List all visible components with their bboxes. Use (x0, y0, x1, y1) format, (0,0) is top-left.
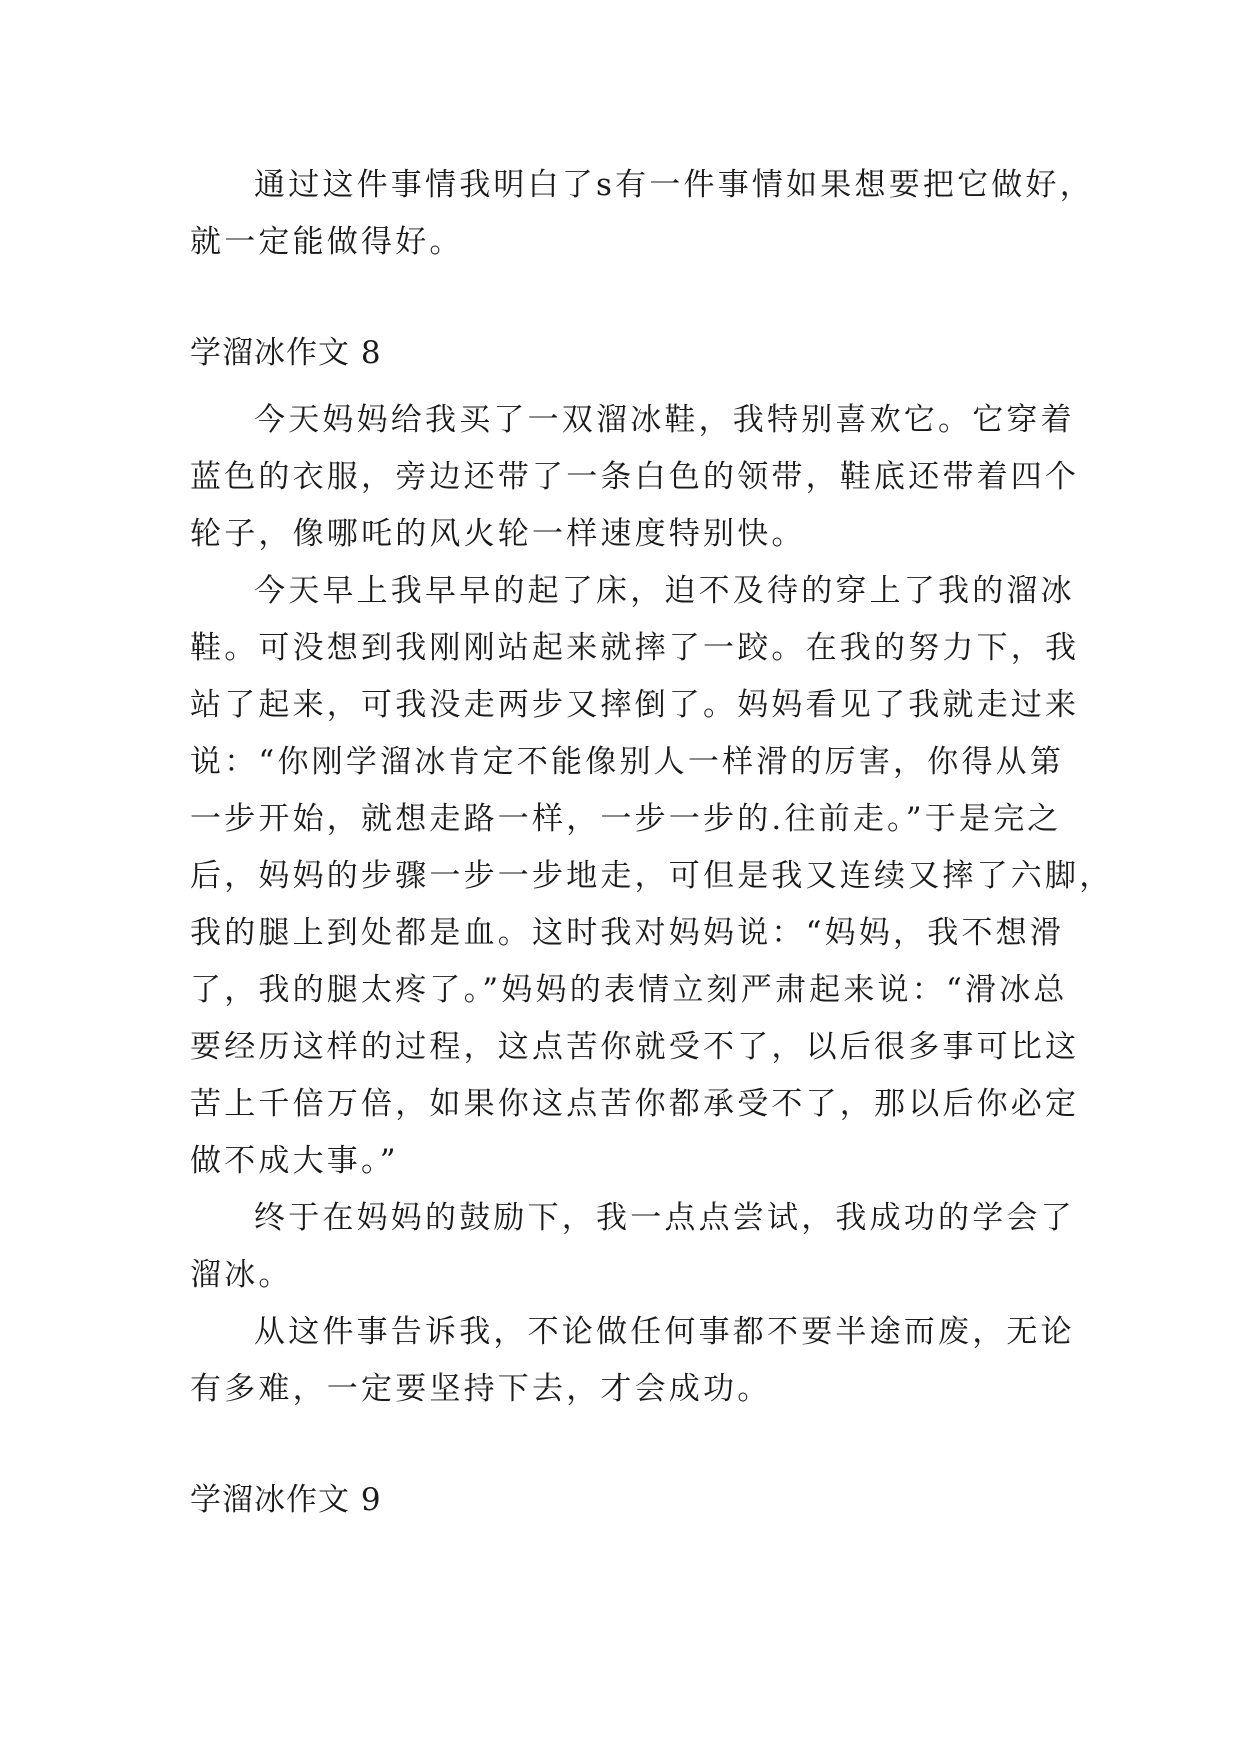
text-line: 苦上千倍万倍，如果你这点苦你都承受不了，那以后你必定 (190, 1086, 1080, 1122)
text-line: 今天早上我早早的起了床，迫不及待的穿上了我的溜冰 (254, 573, 1075, 609)
text-line: 终于在妈妈的鼓励下，我一点点尝试，我成功的学会了 (254, 1200, 1075, 1236)
text-line: 今天妈妈给我买了一双溜冰鞋，我特别喜欢它。它穿着 (254, 402, 1075, 438)
text-line: 做不成大事。” (190, 1143, 399, 1179)
text-line: 说：“你刚学溜冰肯定不能像别人一样滑的厉害，你得从第 (190, 744, 1065, 780)
text-line: 轮子，像哪吒的风火轮一样速度特别快。 (190, 516, 806, 552)
text-line: 溜冰。 (190, 1257, 293, 1293)
text-line: 从这件事告诉我，不论做任何事都不要半途而废，无论 (254, 1314, 1075, 1350)
text-line: 后，妈妈的步骤一步一步地走，可但是我又连续又摔了六脚， (190, 858, 1114, 894)
essay-8-title: 学溜冰作文 8 (190, 335, 382, 371)
text-line: 站了起来，可我没走两步又摔倒了。妈妈看见了我就走过来 (190, 687, 1080, 723)
text-line: 鞋。可没想到我刚刚站起来就摔了一跤。在我的努力下，我 (190, 630, 1080, 666)
text-line: 蓝色的衣服，旁边还带了一条白色的领带，鞋底还带着四个 (190, 459, 1080, 495)
text-line: 我的腿上到处都是血。这时我对妈妈说：“妈妈，我不想滑 (190, 915, 1065, 951)
text-line: 一步开始，就想走路一样，一步一步的.往前走。”于是完之 (190, 801, 1062, 837)
text-line: 就一定能做得好。 (190, 224, 464, 260)
text-line: 有多难，一定要坚持下去，才会成功。 (190, 1371, 772, 1407)
text-line: 要经历这样的过程，这点苦你就受不了，以后很多事可比这 (190, 1029, 1080, 1065)
text-line: 通过这件事情我明白了s有一件事情如果想要把它做好， (254, 167, 1094, 203)
text-line: 了，我的腿太疼了。”妈妈的表情立刻严肃起来说：“滑冰总 (190, 972, 1068, 1008)
essay-9-title: 学溜冰作文 9 (190, 1482, 382, 1518)
